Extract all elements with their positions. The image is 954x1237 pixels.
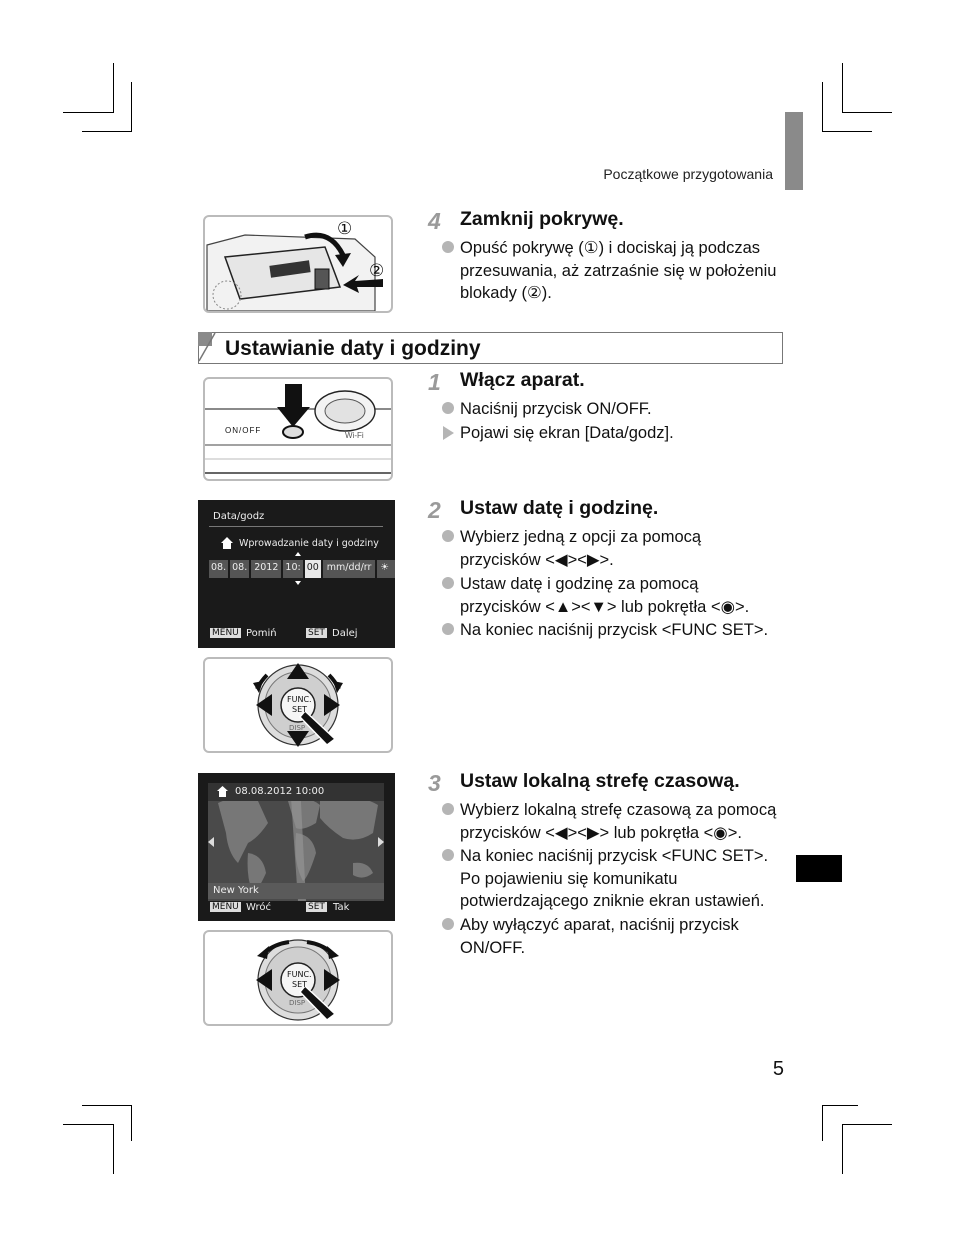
bullet-item: Opuść pokrywę (①) i dociskaj ją podczas przesuwania, aż zatrzaśnie się w położeniu blokady (②).: [460, 237, 776, 305]
step-number: 3: [428, 770, 441, 796]
date-time-screen: [198, 500, 395, 648]
dst-icon[interactable]: ☀: [377, 560, 395, 578]
crop-mark: [842, 63, 843, 113]
running-header: Początkowe przygotowania: [603, 166, 773, 182]
crop-mark: [822, 1105, 823, 1141]
camera-top-illustration: [203, 377, 393, 481]
bullet-item: Aby wyłączyć aparat, naciśnij przycisk ON/OFF.: [460, 914, 739, 959]
result-item: Pojawi się ekran [Data/godz].: [460, 422, 674, 445]
disp-label: DISP: [289, 999, 306, 1007]
crop-mark: [131, 1105, 132, 1141]
crop-mark: [822, 131, 872, 132]
crop-mark: [131, 82, 132, 132]
set-label: SET: [292, 705, 308, 714]
bullet-icon: [442, 402, 454, 414]
hour-field[interactable]: 10:: [283, 560, 302, 578]
bullet-item: Ustaw datę i godzinę za pomocą przycisków <▲><▼> lub pokrętła <◉>.: [460, 573, 749, 618]
onoff-label: ON/OFF: [225, 426, 262, 435]
down-arrow-icon: [295, 581, 301, 585]
step-title: Zamknij pokrywę.: [460, 208, 624, 230]
bullet-icon: [442, 849, 454, 861]
home-icon: [216, 785, 229, 798]
bullet-icon: [442, 623, 454, 635]
func-label: FUNC.: [287, 970, 312, 979]
bullet-item: Na koniec naciśnij przycisk <FUNC SET>.: [460, 619, 768, 642]
datetime-label: 08.08.2012 10:00: [235, 786, 325, 797]
crop-mark: [842, 112, 892, 113]
crop-mark: [82, 1105, 132, 1106]
month-field[interactable]: 08.: [209, 560, 228, 578]
bullet-icon: [442, 530, 454, 542]
up-arrow-icon: [295, 552, 301, 556]
disp-label: DISP: [289, 724, 306, 732]
minute-field[interactable]: 00: [305, 560, 321, 578]
page-number: 5: [772, 1058, 784, 1080]
step-number: 1: [428, 369, 441, 395]
bullet-item: Wybierz jedną z opcji za pomocą przycisków <◀><▶>.: [460, 526, 701, 571]
set-action-label: Dalej: [332, 628, 358, 639]
chapter-marker: [796, 855, 842, 882]
home-icon: [220, 536, 234, 550]
control-dial-illustration: [203, 657, 393, 753]
crop-mark: [63, 112, 113, 113]
section-title: Ustawianie daty i godziny: [225, 337, 481, 360]
bullet-icon: [442, 577, 454, 589]
set-label: SET: [292, 980, 308, 989]
city-label: New York: [213, 885, 259, 896]
wifi-label: Wi-Fi: [345, 431, 364, 440]
crop-mark: [822, 82, 823, 132]
bullet-icon: [442, 918, 454, 930]
chapter-tab: [785, 112, 803, 190]
func-label: FUNC.: [287, 695, 312, 704]
bullet-item: Na koniec naciśnij przycisk <FUNC SET>. Po pojawieniu się komunikatu potwierdzającego zniknie ekran ustawień.: [460, 845, 768, 913]
menu-action-label: Wróć: [246, 902, 271, 913]
screen-subtitle: Wprowadzanie daty i godziny: [239, 538, 379, 549]
step-number: 2: [428, 497, 441, 523]
menu-action-label: Pomiń: [246, 628, 277, 639]
year-field[interactable]: 2012: [251, 560, 281, 578]
set-action-label: Tak: [333, 902, 350, 913]
left-nav-icon[interactable]: [208, 837, 214, 847]
section-corner-icon: [199, 333, 221, 363]
section-heading: [198, 332, 783, 364]
set-key: SET: [308, 628, 325, 638]
crop-mark: [822, 1105, 858, 1106]
menu-key: MENU: [212, 628, 239, 638]
crop-mark: [113, 63, 114, 113]
crop-mark: [842, 1124, 843, 1174]
screen-title: Data/godz: [213, 511, 265, 522]
callout-1: ①: [337, 219, 353, 238]
result-arrow-icon: [443, 426, 454, 440]
crop-mark: [842, 1124, 892, 1125]
right-nav-icon[interactable]: [378, 837, 384, 847]
divider: [209, 526, 383, 527]
time-zone-screen: [198, 773, 395, 921]
crop-mark: [63, 1124, 113, 1125]
control-dial-illustration: [203, 930, 393, 1026]
step-title: Włącz aparat.: [460, 369, 585, 391]
bullet-item: Naciśnij przycisk ON/OFF.: [460, 398, 652, 421]
callout-2: ②: [369, 261, 385, 280]
bullet-icon: [442, 241, 454, 253]
set-key: SET: [308, 902, 325, 912]
step-title: Ustaw datę i godzinę.: [460, 497, 659, 519]
cover-illustration: [203, 215, 393, 313]
crop-mark: [82, 131, 132, 132]
crop-mark: [113, 1124, 114, 1174]
bullet-item: Wybierz lokalną strefę czasową za pomocą przycisków <◀><▶> lub pokrętła <◉>.: [460, 799, 776, 844]
format-field[interactable]: mm/dd/rr: [323, 560, 376, 578]
step-number: 4: [428, 208, 441, 234]
date-fields: [209, 560, 395, 578]
menu-key: MENU: [212, 902, 239, 912]
bullet-icon: [442, 803, 454, 815]
step-title: Ustaw lokalną strefę czasową.: [460, 770, 740, 792]
day-field[interactable]: 08.: [230, 560, 249, 578]
